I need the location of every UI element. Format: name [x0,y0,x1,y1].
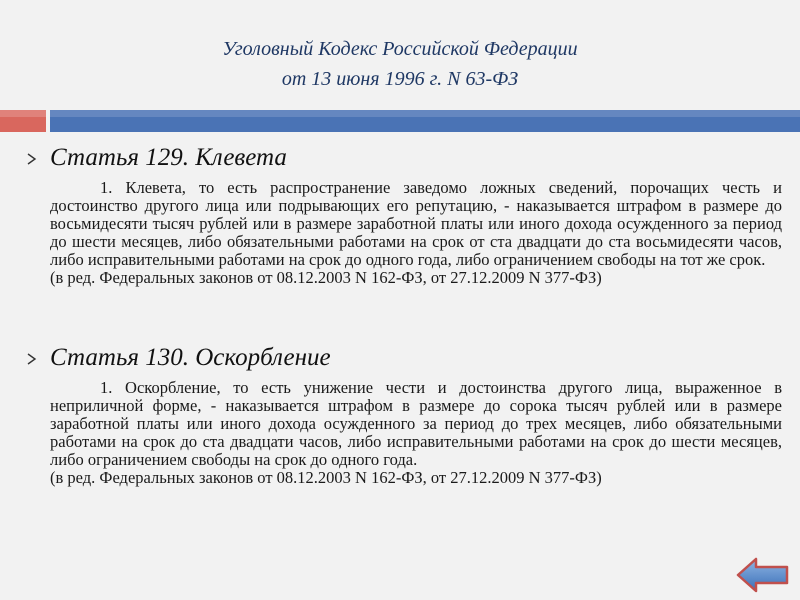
article-amendment-ref: (в ред. Федеральных законов от 08.12.2003 N 162-ФЗ, от 27.12.2009 N 377-ФЗ) [50,468,602,487]
title-line-2: от 13 июня 1996 г. N 63-ФЗ [281,68,519,90]
accent-band-red [0,110,48,132]
slide-title [0,34,800,94]
chevron-right-icon [26,353,38,365]
article-130 [0,342,800,487]
accent-band-blue [50,110,800,132]
arrow-left-icon [736,556,790,594]
article-amendment-ref: (в ред. Федеральных законов от 08.12.2003 N 162-ФЗ, от 27.12.2009 N 377-ФЗ) [50,268,602,287]
article-heading: Статья 129. Клевета [50,144,287,171]
article-text: 1. Оскорбление, то есть унижение чести и достоинства другого лица, выраженное в неприличной форме, - наказывается штрафом в размере до сорока тысяч рублей или в размере заработной платы или иного дохода осужденного за период до трех месяцев, либо обязательными работами на срок до ста двадцати часов, либо исправительными работами на срок до шести месяцев, либо ограничением свободы на срок до одного года. [50,378,782,469]
back-button[interactable] [736,556,790,594]
article-129 [0,142,800,287]
title-line-1: Уголовный Кодекс Российской Федерации [222,38,578,60]
article-heading: Статья 130. Оскорбление [50,344,331,371]
article-text: 1. Клевета, то есть распространение заведомо ложных сведений, порочащих честь и достоинство другого лица или подрывающих его репутацию, - наказывается штрафом в размере до восьмидесяти тысяч рублей или в размере заработной платы или иного дохода осужденного за период до шести месяцев, либо обязательными работами на срок от ста двадцати до ста восьмидесяти часов, либо исправительными работами на срок до одного года, либо ограничением свободы на тот же срок. [50,178,782,269]
chevron-right-icon [26,153,38,165]
